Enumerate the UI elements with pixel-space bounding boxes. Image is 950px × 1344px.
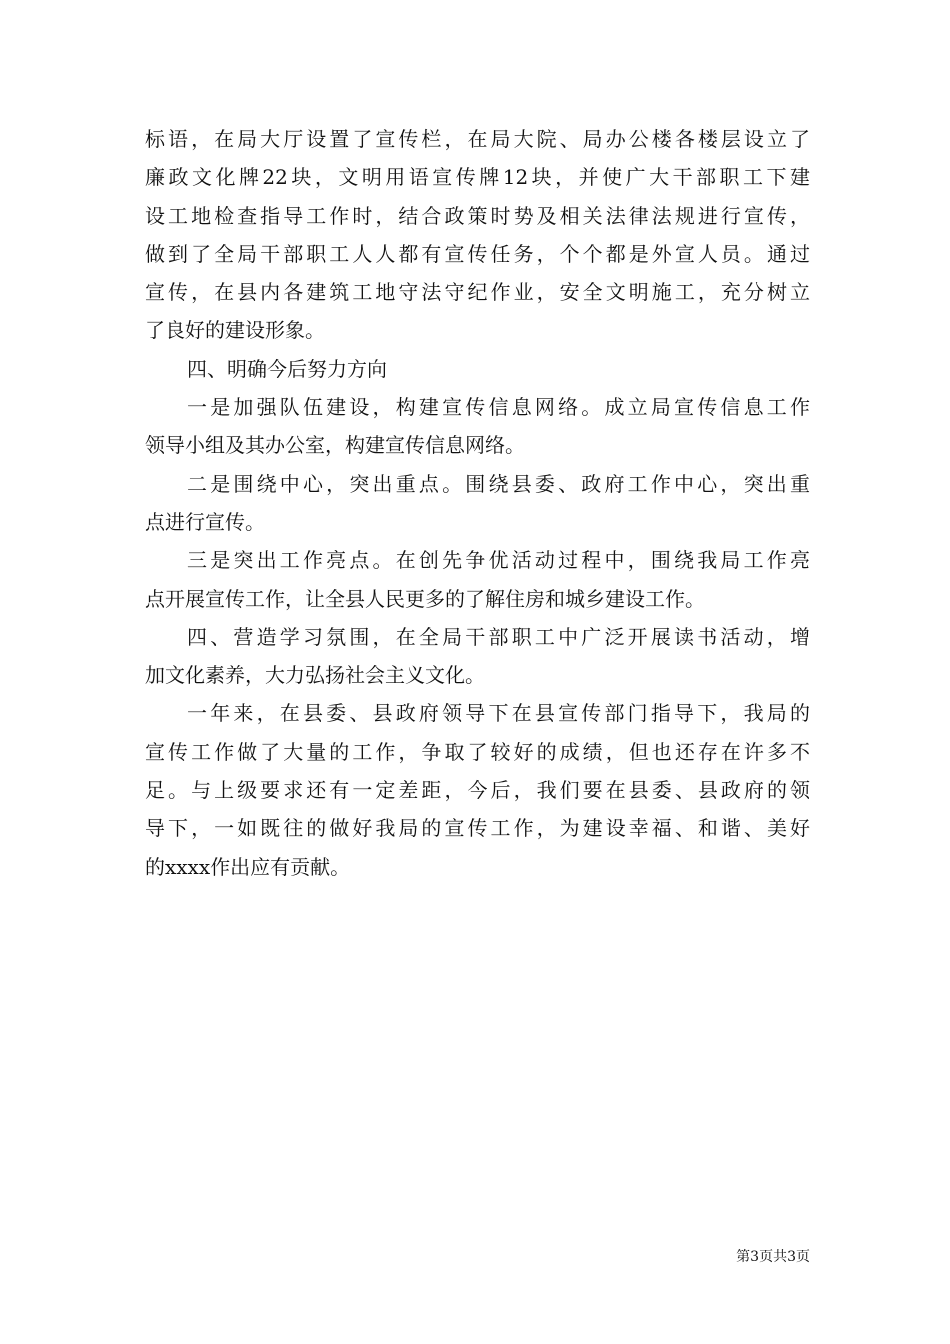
text-line: 了良好的建设形象。 [145, 318, 325, 343]
document-body [145, 120, 810, 886]
text-line: 做到了全局干部职工人人都有宣传任务，个个都是外宣人员。通过 [145, 241, 810, 266]
text-line: 领导小组及其办公室，构建宣传信息网络。 [145, 433, 525, 458]
text-line: 的xxxx作出应有贡献。 [145, 854, 351, 879]
text-line: 加文化素养，大力弘扬社会主义文化。 [145, 663, 485, 688]
text-line: 三是突出工作亮点。在创先争优活动过程中，围绕我局工作亮 [187, 548, 810, 573]
text-line: 四、明确今后努力方向 [187, 356, 387, 381]
text-line: 导下，一如既往的做好我局的宣传工作，为建设幸福、和谐、美好 [145, 816, 810, 841]
text-line: 点进行宣传。 [145, 509, 265, 534]
text-line: 廉政文化牌22块，文明用语宣传牌12块，并使广大干部职工下建 [145, 165, 810, 190]
text-line: 标语，在局大厅设置了宣传栏，在局大院、局办公楼各楼层设立了 [145, 127, 810, 151]
text-line: 宣传工作做了大量的工作，争取了较好的成绩，但也还存在许多不 [145, 739, 810, 764]
text-line: 点开展宣传工作，让全县人民更多的了解住房和城乡建设工作。 [145, 586, 705, 611]
text-line: 足。与上级要求还有一定差距，今后，我们要在县委、县政府的领 [145, 778, 810, 803]
text-line: 宣传，在县内各建筑工地守法守纪作业，安全文明施工，充分树立 [145, 280, 810, 305]
text-line: 四、营造学习氛围，在全局干部职工中广泛开展读书活动，增 [187, 624, 810, 649]
text-line: 一年来，在县委、县政府领导下在县宣传部门指导下，我局的 [187, 701, 810, 726]
text-line: 设工地检查指导工作时，结合政策时势及相关法律法规进行宣传， [145, 203, 810, 228]
page-number-footer: 第3页共3页 [736, 1249, 810, 1265]
text-line: 二是围绕中心，突出重点。围绕县委、政府工作中心，突出重 [187, 471, 810, 496]
text-line: 一是加强队伍建设，构建宣传信息网络。成立局宣传信息工作 [187, 395, 810, 420]
